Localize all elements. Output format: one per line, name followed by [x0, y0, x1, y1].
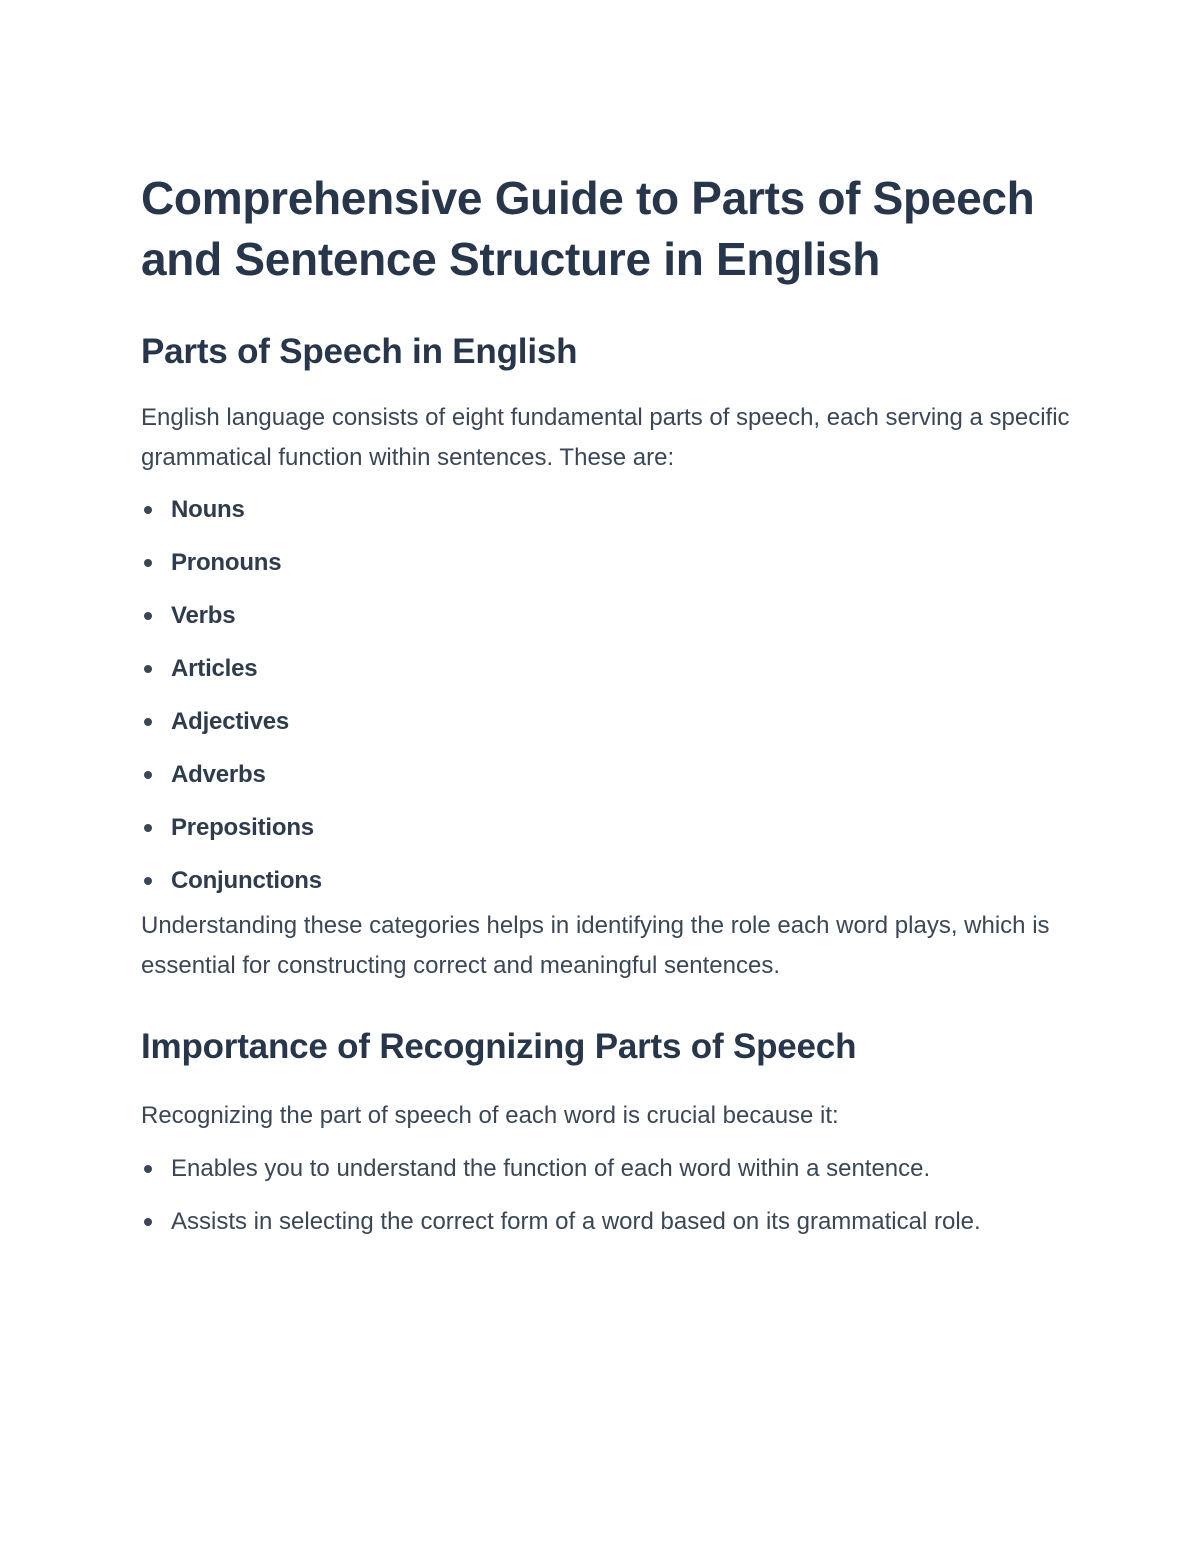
- importance-list: [141, 1149, 1071, 1242]
- bullet-icon: [144, 1218, 152, 1226]
- list-item: Adjectives: [141, 702, 1071, 742]
- section-intro-parts-of-speech: English language consists of eight fundamental parts of speech, each serving a specific grammatical function within sentences. These are:: [141, 404, 1070, 471]
- list-item: Prepositions: [141, 808, 1071, 848]
- bullet-icon: [144, 824, 152, 832]
- bullet-icon: [144, 559, 152, 567]
- bullet-icon: [144, 1165, 152, 1173]
- bullet-icon: [144, 612, 152, 620]
- section-heading-parts-of-speech: Parts of Speech in English: [141, 332, 578, 371]
- parts-of-speech-list: [141, 490, 1071, 901]
- bullet-icon: [144, 506, 152, 514]
- list-item: Articles: [141, 649, 1071, 689]
- document-body: [141, 168, 1071, 1255]
- bullet-icon: [144, 771, 152, 779]
- bullet-icon: [144, 877, 152, 885]
- list-item: Assists in selecting the correct form of a word based on its grammatical role.: [141, 1202, 1071, 1242]
- bullet-icon: [144, 665, 152, 673]
- list-item: Nouns: [141, 490, 1071, 530]
- section-heading-importance: Importance of Recognizing Parts of Speech: [141, 1027, 857, 1066]
- list-item: Adverbs: [141, 755, 1071, 795]
- list-item: Pronouns: [141, 543, 1071, 583]
- list-item: Enables you to understand the function of each word within a sentence.: [141, 1149, 1071, 1189]
- section-outro-parts-of-speech: Understanding these categories helps in identifying the role each word plays, which is essential for constructing correct and meaningful sentences.: [141, 912, 1050, 979]
- document-title: Comprehensive Guide to Parts of Speech and Sentence Structure in English: [141, 172, 1035, 285]
- section-intro-importance: Recognizing the part of speech of each word is crucial because it:: [141, 1102, 839, 1129]
- list-item: Verbs: [141, 596, 1071, 636]
- list-item: Conjunctions: [141, 861, 1071, 901]
- bullet-icon: [144, 718, 152, 726]
